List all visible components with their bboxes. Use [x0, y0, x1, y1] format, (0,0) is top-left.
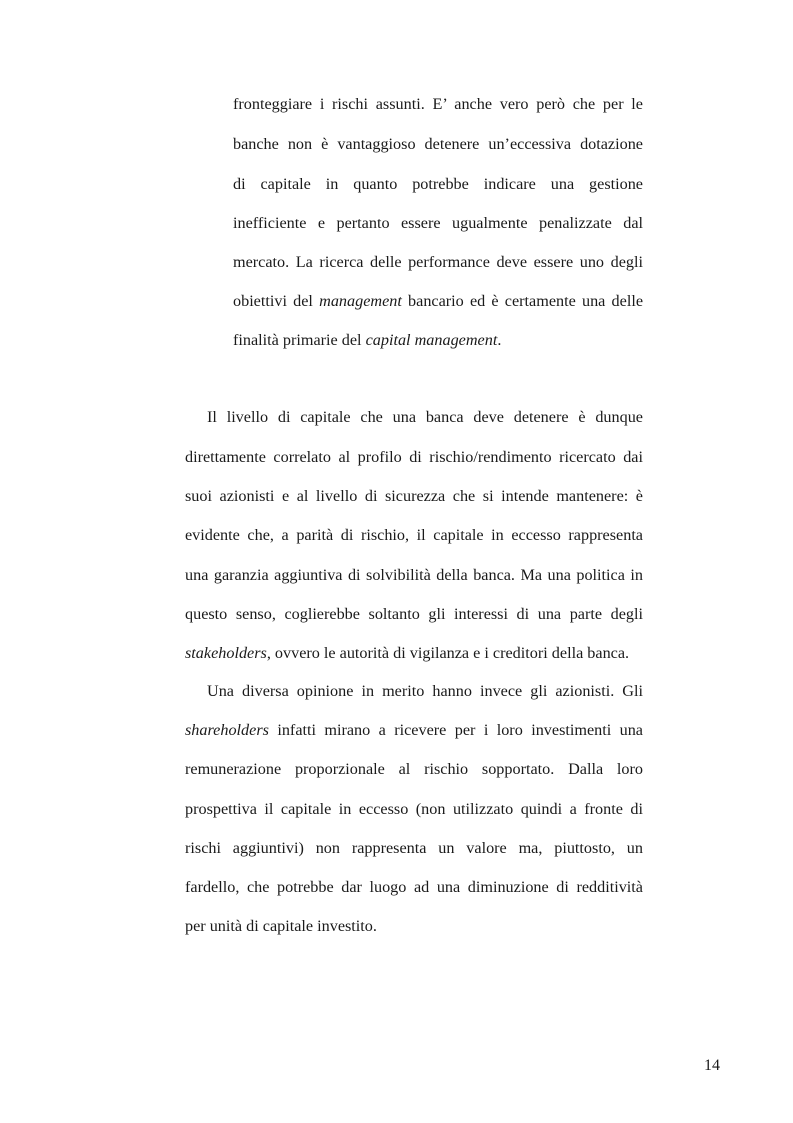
paragraph-line: evidente che, a parità di rischio, il capitale in eccesso rappresenta	[185, 526, 643, 544]
paragraph-line: stakeholders, ovvero le autorità di vigilanza e i creditori della banca.	[185, 644, 630, 662]
paragraph-line: direttamente correlato al profilo di rischio/rendimento ricercato dai	[185, 448, 643, 466]
italic-term: stakeholders	[185, 644, 267, 662]
page-number: 14	[704, 1057, 720, 1074]
quote-line: finalità primarie del capital management.	[233, 331, 502, 349]
quote-line: banche non è vantaggioso detenere un’eccessiva dotazione	[233, 135, 643, 153]
italic-term: capital management	[365, 331, 498, 349]
quote-line: di capitale in quanto potrebbe indicare una gestione	[233, 175, 643, 193]
paragraph-line: rischi aggiuntivi) non rappresenta un valore ma, piuttosto, un	[185, 839, 643, 857]
quote-line: obiettivi del management bancario ed è certamente una delle	[233, 292, 644, 310]
paragraph-line: per unità di capitale investito.	[185, 917, 377, 935]
quote-line: mercato. La ricerca delle performance deve essere uno degli	[233, 253, 643, 271]
paragraph-line: suoi azionisti e al livello di sicurezza che si intende mantenere: è	[185, 487, 643, 505]
paragraph-line: Il livello di capitale che una banca deve detenere è dunque	[207, 408, 643, 426]
quote-line: inefficiente e pertanto essere ugualmente penalizzate dal	[233, 214, 643, 232]
paragraph-line: questo senso, coglierebbe soltanto gli interessi di una parte degli	[185, 605, 643, 623]
paragraph-line: una garanzia aggiuntiva di solvibilità della banca. Ma una politica in	[185, 566, 643, 584]
paragraph-line: Una diversa opinione in merito hanno invece gli azionisti. Gli	[207, 682, 643, 700]
quote-line: fronteggiare i rischi assunti. E’ anche vero però che per le	[233, 95, 643, 113]
italic-term: management	[319, 292, 402, 310]
paragraph-line: fardello, che potrebbe dar luogo ad una diminuzione di redditività	[185, 878, 643, 896]
italic-term: shareholders	[185, 721, 269, 739]
paragraph-line: remunerazione proporzionale al rischio sopportato. Dalla loro	[185, 760, 643, 778]
paragraph-line: shareholders infatti mirano a ricevere per i loro investimenti una	[185, 721, 643, 739]
paragraph-line: prospettiva il capitale in eccesso (non utilizzato quindi a fronte di	[185, 800, 643, 818]
